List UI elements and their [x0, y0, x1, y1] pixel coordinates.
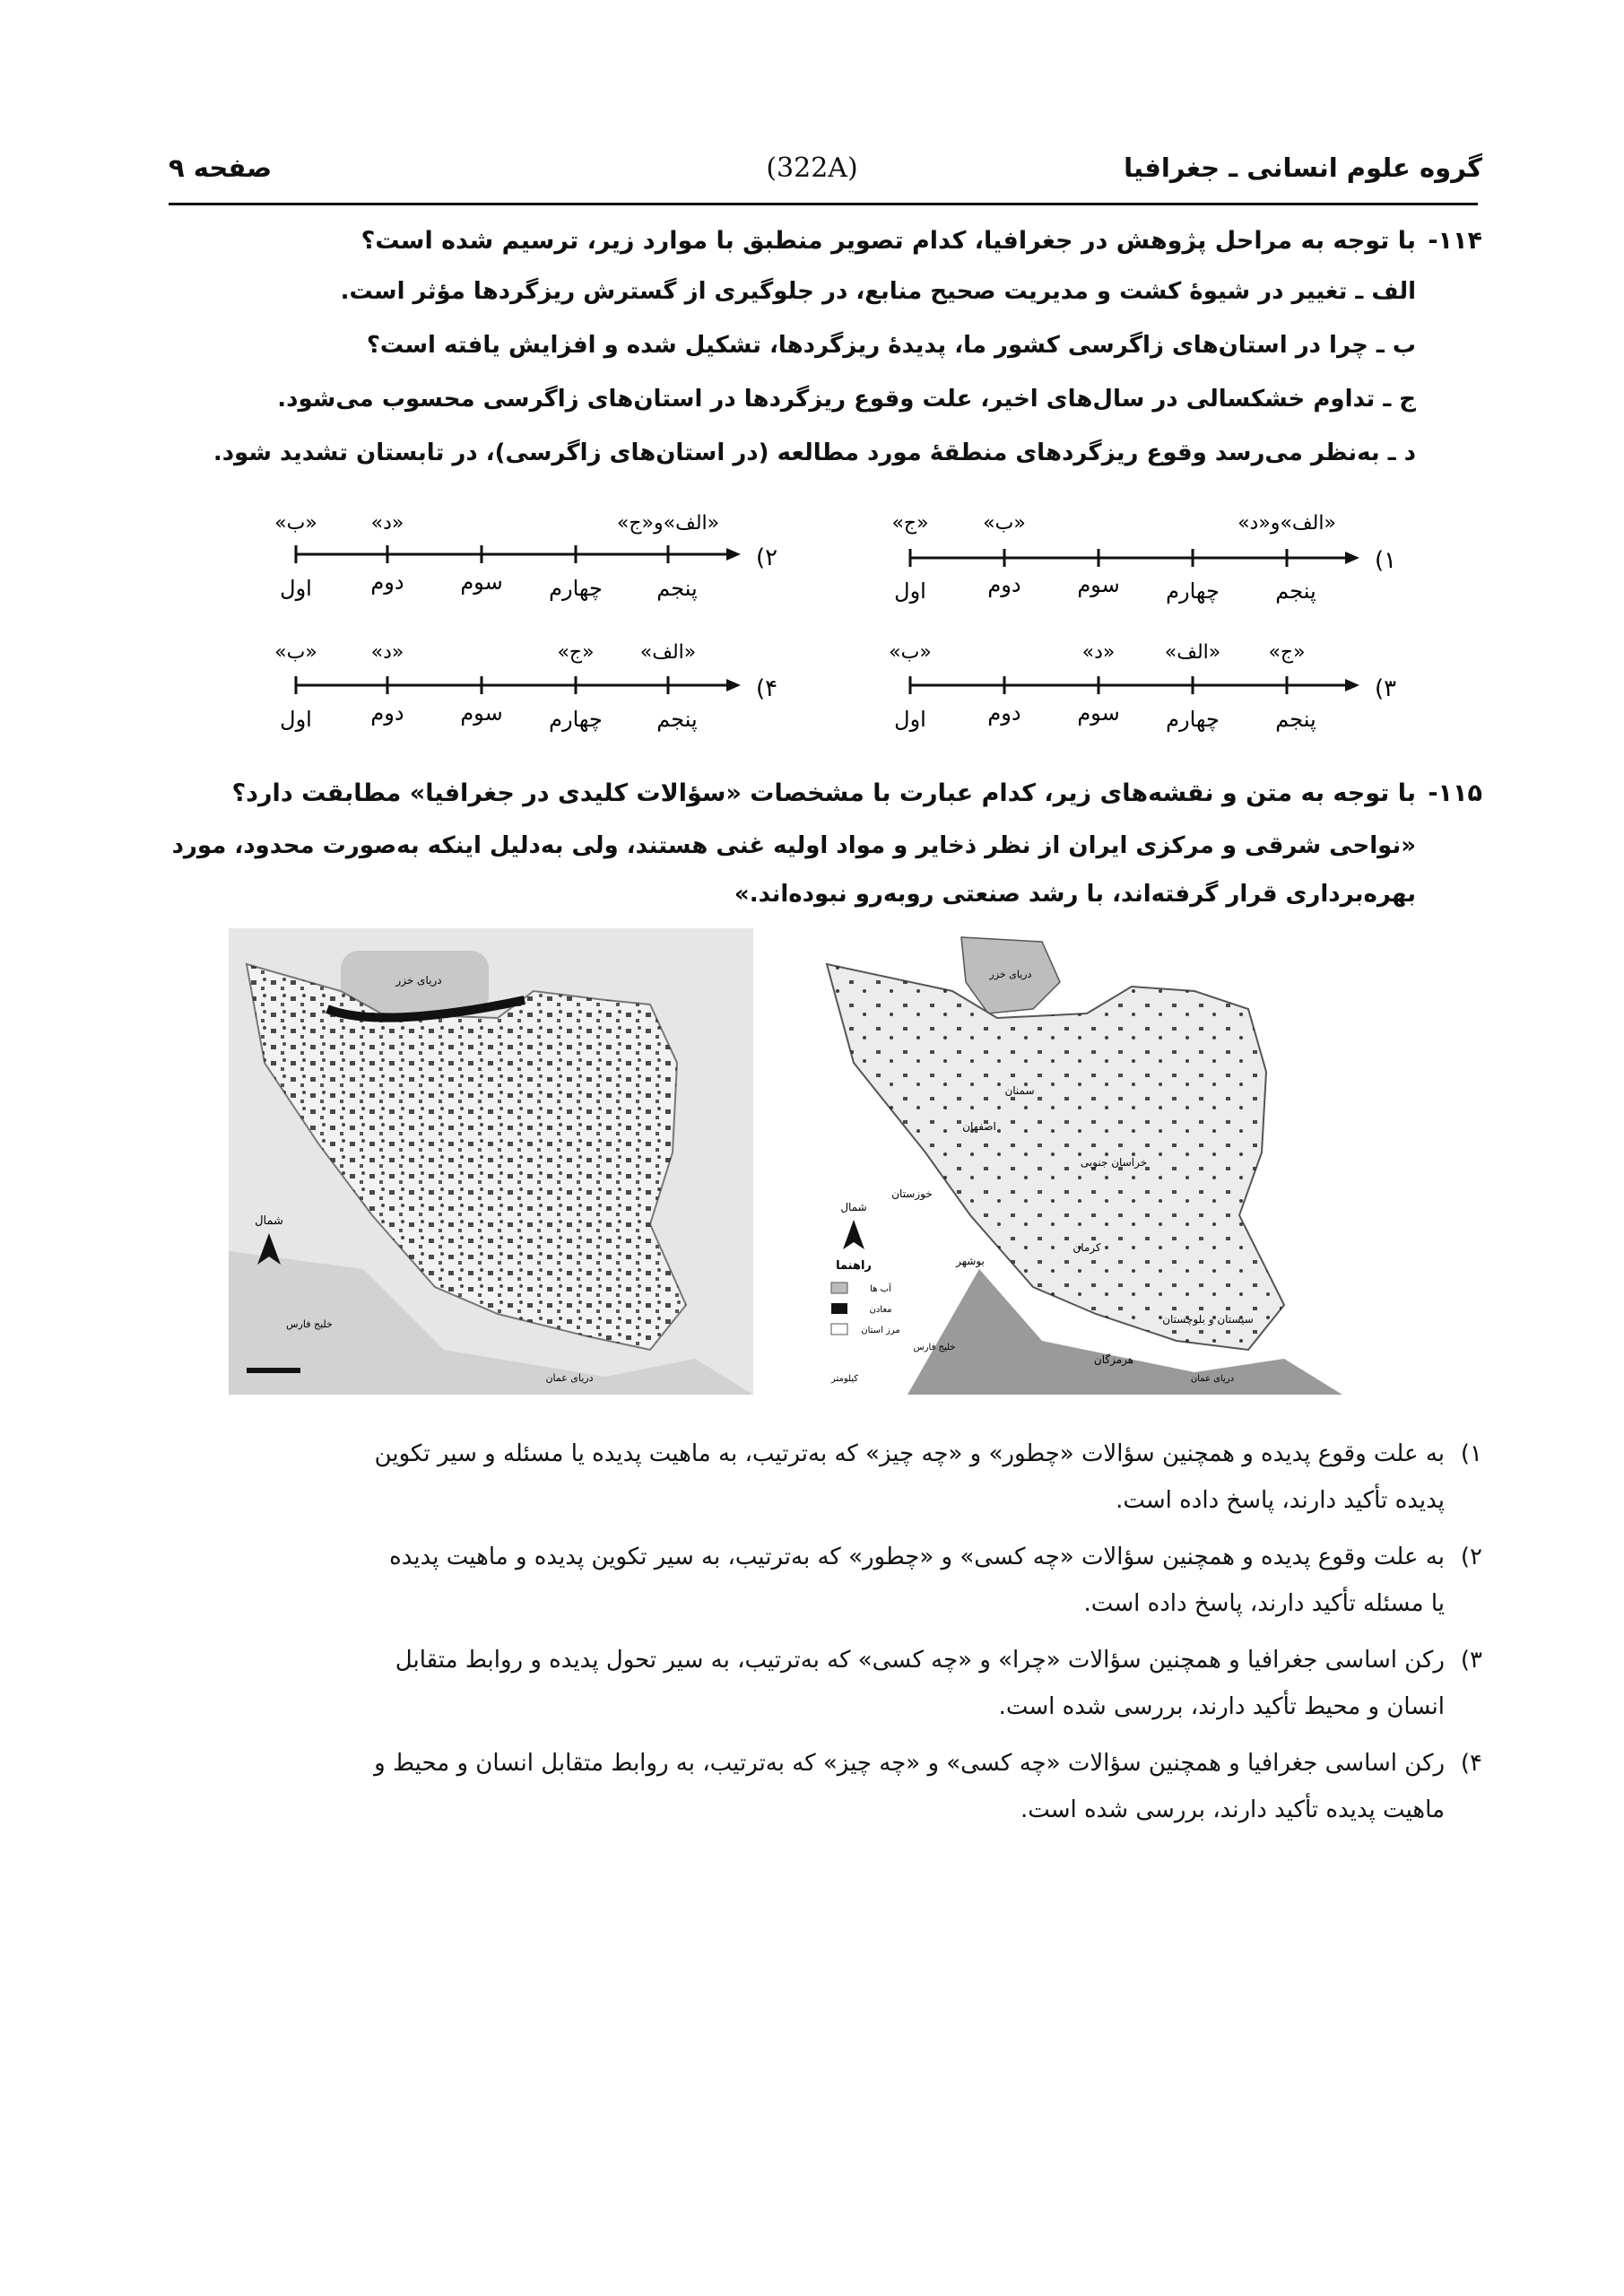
map-left-north-label: شمال [255, 1214, 283, 1228]
option-2-mark-2: «د» [370, 512, 404, 535]
option-3-mark-5: «ج» [1268, 641, 1306, 664]
q115-quote-line1: «نواحی شرقی و مرکزی ایران از نظر ذخایر و مواد اولیه غنی هستند، ولی به‌دلیل اینکه به‌صورت محدود، مورد [171, 832, 1416, 859]
option-3-mark-1: «ب» [889, 641, 932, 664]
q114-statement-jim: ج ـ تداوم خشکسالی در سال‌های اخیر، علت وقوع ریزگردها در استان‌های زاگرسی محسوب می‌شود. [277, 386, 1416, 413]
stage-label: دوم [987, 700, 1021, 726]
stage-label: اول [280, 707, 312, 732]
stage-label: اول [894, 578, 926, 604]
map-left-oman-label: دریای عمان [545, 1372, 594, 1384]
option-1-timeline [891, 512, 1396, 604]
answer-option-4[interactable] [146, 1740, 1482, 1833]
option-1-mark-2: «ب» [983, 512, 1026, 535]
province-label: خراسان جنوبی [1080, 1156, 1148, 1169]
stage-label: اول [280, 576, 312, 601]
answer-option-2[interactable] [146, 1534, 1482, 1627]
option-3-number: ۳) [1374, 675, 1397, 702]
q114-text: با توجه به مراحل پژوهش در جغرافیا، کدام تصویر منطبق با موارد زیر، ترسیم شده است؟ [360, 227, 1416, 255]
legend-mines-swatch [831, 1303, 847, 1314]
province-label: اصفهان [962, 1120, 996, 1133]
stage-label: سوم [1077, 700, 1120, 726]
header-rule [169, 203, 1478, 205]
option-4-mark-2: «د» [370, 641, 404, 664]
map-right-gulf-label: خلیج فارس [913, 1343, 956, 1352]
stage-label: چهارم [549, 576, 603, 601]
answer-line1: رکن اساسی جغرافیا و همچنین سؤالات «چه کسی» و «چه چیز» که به‌ترتیب، به روابط متقابل انسان و محیط و [374, 1750, 1445, 1777]
stage-label: سوم [1077, 572, 1120, 597]
option-2-number: ۲) [755, 544, 778, 571]
q115-text: با توجه به متن و نقشه‌های زیر، کدام عبارت با مشخصات «سؤالات کلیدی در جغرافیا» مطابقت دارد؟ [231, 779, 1416, 807]
map-right-legend-title: راهنما [836, 1259, 872, 1273]
legend-label: آب ها [870, 1284, 891, 1294]
q114-statement-be: ب ـ چرا در استان‌های زاگرسی کشور ما، پدیدهٔ ریزگردها، تشکیل شده و افزایش یافته است؟ [366, 332, 1416, 359]
q114-number: ۱۱۴- [1428, 227, 1482, 255]
answer-line1: به علت وقوع پدیده و همچنین سؤالات «چطور» و «چه چیز» که به‌ترتیب، به ماهیت پدیده یا مسئله و سیر تکوین [374, 1440, 1445, 1467]
option-4-timeline [274, 641, 777, 732]
answer-line2: ماهیت پدیده تأکید دارند، بررسی شده است. [1020, 1796, 1445, 1823]
option-3-mark-4: «الف» [1164, 641, 1221, 664]
map-left-sea-label: دریای خزر [395, 974, 442, 987]
province-label: هرمزگان [1093, 1353, 1134, 1366]
answer-option-3[interactable] [146, 1637, 1482, 1730]
option-2-timeline [274, 512, 777, 601]
q114-statement-dal: د ـ به‌نظر می‌رسد وقوع ریزگردهای منطقهٔ مورد مطالعه (در استان‌های زاگرسی)، در تابستان تشدید شود. [213, 439, 1416, 466]
map-right-scale-label: کیلومتر [830, 1374, 859, 1384]
province-label: کرمان [1073, 1241, 1101, 1254]
stage-label: سوم [460, 700, 503, 726]
answer-line2: پدیده تأکید دارند، پاسخ داده است. [1116, 1487, 1445, 1514]
map-right-minerals [818, 928, 1342, 1395]
legend-label: مرز استان [861, 1326, 900, 1335]
province-label: بوشهر [956, 1255, 985, 1267]
option-3-mark-3: «د» [1081, 641, 1116, 664]
q114-timelines [0, 502, 1624, 762]
option-4-mark-4: «ج» [557, 641, 595, 664]
page-number: صفحه ۹ [169, 152, 273, 183]
map-right-sea-label: دریای خزر [989, 969, 1032, 980]
answer-number: ۳) [1460, 1647, 1482, 1674]
map-right-oman-label: دریای عمان [1190, 1374, 1235, 1384]
province-label: سمنان [1004, 1084, 1035, 1097]
map-left-resources [229, 928, 753, 1395]
answer-line1: رکن اساسی جغرافیا و همچنین سؤالات «چرا» و «چه کسی» که به‌ترتیب، به سیر تحول پدیده و روابط متقابل [395, 1647, 1445, 1674]
option-4-mark-5: «الف» [639, 641, 697, 664]
stage-label: چهارم [1166, 707, 1220, 732]
answer-option-1[interactable] [146, 1431, 1482, 1524]
scale-bar [247, 1368, 300, 1373]
stage-label: پنجم [1275, 578, 1316, 604]
option-3-timeline [889, 641, 1396, 732]
legend-border-swatch [831, 1324, 847, 1335]
legend-label: معادن [869, 1305, 892, 1315]
answer-number: ۲) [1460, 1544, 1482, 1570]
answer-line1: به علت وقوع پدیده و همچنین سؤالات «چه کسی» و «چطور» که به‌ترتیب، به سیر تکوین پدیده و ماهیت پدیده [389, 1544, 1445, 1570]
option-4-mark-1: «ب» [274, 641, 317, 664]
option-1-number: ۱) [1374, 547, 1397, 574]
stage-label: پنجم [1275, 707, 1316, 732]
stage-label: چهارم [549, 707, 603, 732]
q115-number: ۱۱۵- [1428, 779, 1482, 807]
stage-label: دوم [987, 572, 1021, 597]
map-right-north-label: شمال [840, 1201, 867, 1213]
province-label: خوزستان [891, 1187, 933, 1200]
option-2-mark-1: «ب» [274, 512, 317, 535]
answer-number: ۱) [1460, 1440, 1482, 1467]
header-title: گروه علوم انسانی ـ جغرافیا [1124, 152, 1482, 183]
stage-label: اول [894, 707, 926, 732]
legend-water-swatch [831, 1283, 847, 1293]
answer-line2: انسان و محیط تأکید دارند، بررسی شده است. [998, 1693, 1445, 1720]
map-left-gulf-label: خلیج فارس [286, 1318, 333, 1330]
stage-label: سوم [460, 570, 503, 595]
stage-label: دوم [370, 700, 404, 726]
q114-statement-alef: الف ـ تغییر در شیوهٔ کشت و مدیریت صحیح منابع، در جلوگیری از گسترش ریزگردها مؤثر است. [340, 278, 1416, 305]
stage-label: پنجم [656, 707, 698, 732]
option-4-number: ۴) [755, 675, 778, 702]
stage-label: دوم [370, 570, 404, 595]
q115-quote-line2: بهره‌برداری قرار گرفته‌اند، با رشد صنعتی روبه‌رو نبوده‌اند.» [734, 881, 1416, 908]
stage-label: چهارم [1166, 578, 1220, 604]
answer-number: ۴) [1460, 1750, 1482, 1777]
stage-label: پنجم [656, 576, 698, 601]
option-2-mark-5: «الف»و«ج» [616, 512, 720, 535]
option-1-mark-5: «الف»و«د» [1238, 512, 1336, 535]
answer-line2: یا مسئله تأکید دارند، پاسخ داده است. [1083, 1590, 1445, 1617]
exam-code: (322A) [766, 152, 858, 184]
province-label: سیستان و بلوچستان [1162, 1313, 1254, 1326]
option-1-mark-1: «ج» [891, 512, 929, 535]
